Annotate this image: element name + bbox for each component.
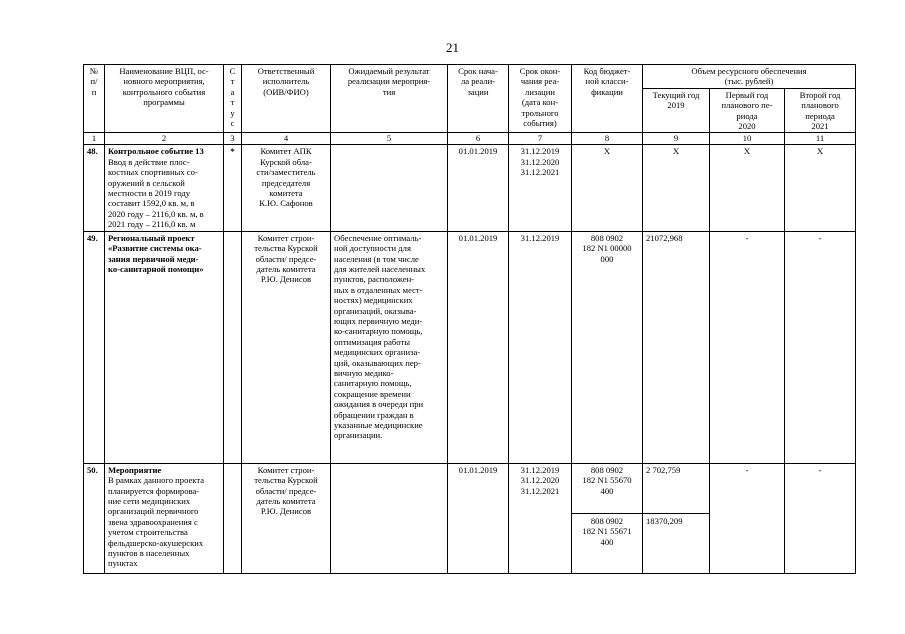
row-2019: 21072,968 (643, 231, 710, 463)
column-number-row (84, 133, 856, 145)
header-executor: Ответственный исполнитель (ОИВ/ФИО) (242, 65, 331, 133)
row-end: 31.12.2019 31.12.2020 31.12.2021 (509, 463, 572, 573)
row-start: 01.01.2019 (448, 463, 509, 573)
header-2019: Текущий год 2019 (643, 88, 710, 133)
row-name-bold: Мероприятие (108, 464, 162, 475)
header-status: С т а т у с (224, 65, 242, 133)
table-row (84, 231, 856, 463)
colnum: 10 (710, 133, 785, 145)
row-name-bold: Контрольное событие 13 (108, 146, 204, 157)
row-result (331, 463, 448, 573)
row-name-bold: Региональный проект «Развитие системы ока- зания первичной меди- ко-санитарной помощи» (108, 232, 204, 274)
row-2021: - (785, 231, 856, 463)
row-executor: Комитет строи- тельства Курской области/ предсе- датель комитета Р.Ю. Денисов (242, 231, 331, 463)
row-end: 31.12.2019 (509, 231, 572, 463)
row-executor: Комитет АПК Курской обла- сти/заместитель председателя комитета К.Ю. Сафонов (242, 145, 331, 231)
row-2020: X (710, 145, 785, 231)
row-number: 48. (84, 145, 105, 231)
row-status: * (224, 145, 242, 231)
header-end: Срок окон- чания реа- лизации (дата кон- трольного события) (509, 65, 572, 133)
row-end: 31.12.2019 31.12.2020 31.12.2021 (509, 145, 572, 231)
row-result: Обеспечение оптималь- ной доступности для населения (в том числе для жителей населенных пунктов, расположен- ных в отдаленных мест- ностях) медицинских организаций, оказыва- ющих первичную меди- ко-санитарную помощь, оптимизация работы медицинских организа- ций, оказывающих пер- вичную медико- санитарную помощь, сокращение времени ожидания в очереди при обращении граждан в указанные медицинские организации. (331, 231, 448, 463)
program-table (83, 64, 856, 574)
colnum: 5 (331, 133, 448, 145)
header-start: Срок нача- ла реали- зации (448, 65, 509, 133)
table-row (84, 145, 856, 231)
colnum: 2 (105, 133, 224, 145)
row-kbk: 808 0902 182 N1 00000 000 (572, 231, 643, 463)
row-kbk: X (572, 145, 643, 231)
row-2019 (643, 463, 710, 573)
amount-secondary: 18370,209 (643, 513, 709, 526)
row-2020: - (710, 463, 785, 573)
row-executor: Комитет строи- тельства Курской области/ предсе- датель комитета Р.Ю. Денисов (242, 463, 331, 573)
amount-primary: 2 702,759 (646, 464, 681, 475)
header-resources: Объем ресурсного обеспечения (тыс. рублей) (643, 65, 856, 89)
header-result: Ожидаемый результат реализации мероприя- тия (331, 65, 448, 133)
row-name (105, 145, 224, 231)
table-row (84, 463, 856, 573)
row-2021: - (785, 463, 856, 573)
row-status (224, 463, 242, 573)
row-name (105, 463, 224, 573)
row-start: 01.01.2019 (448, 231, 509, 463)
row-name-text: В рамках данного проекта планируется формирова- ние сети медицинских организаций первичного звена здравоохранения с учетом строительства фельдшерско-акушерских пунктов в населенных пунктах (108, 475, 205, 569)
colnum: 9 (643, 133, 710, 145)
row-2021: X (785, 145, 856, 231)
header-2020: Первый год планового пе- риода 2020 (710, 88, 785, 133)
row-2019: X (643, 145, 710, 231)
table-header-row (84, 65, 856, 89)
row-kbk (572, 463, 643, 573)
row-number: 50. (84, 463, 105, 573)
colnum: 7 (509, 133, 572, 145)
colnum: 11 (785, 133, 856, 145)
row-number: 49. (84, 231, 105, 463)
colnum: 6 (448, 133, 509, 145)
colnum: 3 (224, 133, 242, 145)
row-result (331, 145, 448, 231)
header-num: № п/ п (84, 65, 105, 133)
row-status (224, 231, 242, 463)
header-2021: Второй год планового периода 2021 (785, 88, 856, 133)
header-kbk: Код бюджет- ной класси- фикации (572, 65, 643, 133)
page-number: 21 (446, 40, 459, 55)
colnum: 1 (84, 133, 105, 145)
header-name: Наименование ВЦП, ос- новного мероприятия, контрольного события программы (105, 65, 224, 133)
row-2020: - (710, 231, 785, 463)
colnum: 4 (242, 133, 331, 145)
row-name-text: Ввод в действие плос- костных спортивных со- оружений в сельской местности в 2019 году составит 1592,0 кв. м, в 2020 году – 2116,0 кв. м, в 2021 году – 2116,0 кв. м (108, 156, 204, 230)
kbk-primary: 808 0902 182 N1 55670 400 (582, 464, 632, 496)
row-name (105, 231, 224, 463)
colnum: 8 (572, 133, 643, 145)
row-start: 01.01.2019 (448, 145, 509, 231)
kbk-secondary: 808 0902 182 N1 55671 400 (572, 513, 642, 547)
